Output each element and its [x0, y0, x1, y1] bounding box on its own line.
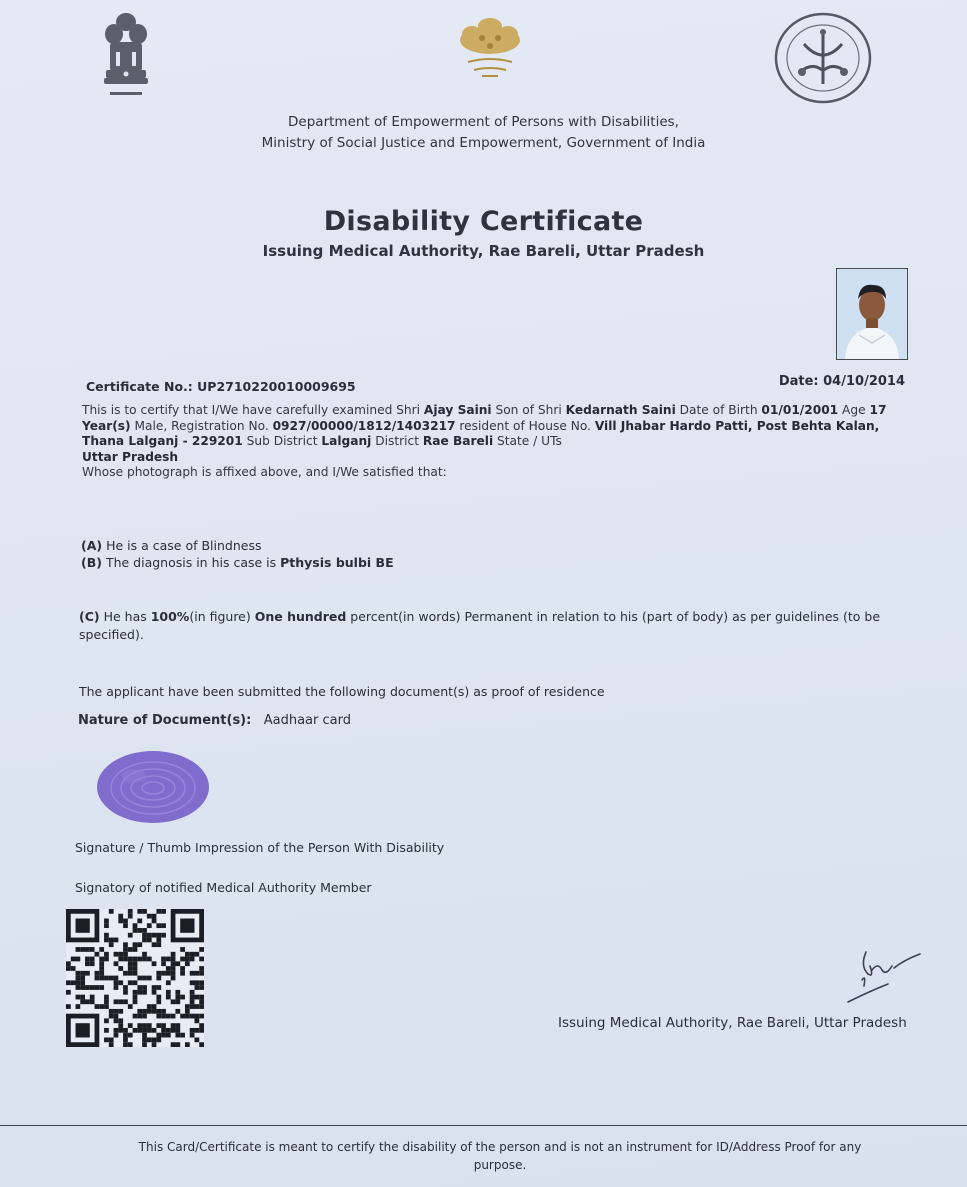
body-text: This is to certify that I/We have carefully examined Shri — [82, 403, 424, 417]
certificate-number — [86, 379, 356, 394]
signatory-caption: Signatory of notified Medical Authority Member — [75, 880, 372, 895]
certification-paragraph — [82, 403, 914, 481]
officer-signature — [838, 944, 928, 1006]
finding-c-text: percent(in words) Permanent in relation to his (part of body) as per guidelines (to be specified). — [79, 609, 881, 642]
certificate-number-value: UP271022001000969​5 — [197, 379, 356, 394]
finding-a-label: (A) — [81, 538, 103, 553]
footer-line-2: purpose. — [473, 1158, 527, 1172]
department-heading — [0, 112, 967, 154]
finding-c-text: He has — [99, 609, 151, 624]
sub-district: Lalganj — [321, 434, 372, 448]
person-photo-icon — [837, 269, 907, 359]
applicant-photo — [836, 268, 908, 360]
body-text: Whose photograph is affixed above, and I/We satisfied that: — [82, 465, 447, 479]
finding-b — [81, 555, 394, 570]
age: 17 Year(s) — [82, 403, 887, 433]
certificate-subtitle: Issuing Medical Authority, Rae Bareli, Uttar Pradesh — [262, 242, 705, 260]
document-nature — [78, 713, 351, 728]
document-nature-value: Aadhaar card — [263, 713, 351, 728]
footer-line-1: This Card/Certificate is meant to certify the disability of the person and is not an instrument for ID/Address Proof for any — [138, 1140, 862, 1154]
certificate-date — [779, 374, 905, 389]
date-of-birth: 01/01/2001 — [761, 403, 839, 417]
body-text: Son of Shri — [491, 403, 566, 417]
diagnosis-value: Pthysis bulbi BE — [280, 555, 394, 570]
footer-divider — [0, 1125, 967, 1126]
thumb-signature-caption: Signature / Thumb Impression of the Person With Disability — [75, 840, 445, 855]
disability-percent-words: One hundred — [254, 609, 347, 624]
footer-note — [90, 1138, 910, 1174]
finding-c-label: (C) — [79, 609, 100, 624]
residence-proof-text: The applicant have been submitted the following document(s) as proof of residence — [79, 684, 605, 699]
thumb-impression-icon — [94, 748, 212, 826]
body-text: resident of House No. — [455, 418, 595, 433]
certificate-title: Disability Certificate — [323, 206, 644, 237]
father-name: Kedarnath Saini — [565, 403, 676, 417]
finding-c — [79, 608, 909, 644]
disability-percent: 100% — [150, 609, 190, 624]
issuing-authority: Issuing Medical Authority, Rae Bareli, Uttar Pradesh — [558, 1015, 907, 1031]
sugamya-bharat-logo — [444, 12, 536, 84]
address: Vill Jhabar Hardo Patti, Post Behta Kalan, Thana Lalganj - 229201 — [82, 418, 880, 448]
department-line-2: Ministry of Social Justice and Empowerment, Government of India — [261, 135, 706, 151]
finding-a — [81, 538, 261, 553]
finding-a-text: He is a case of Blindness — [102, 538, 262, 553]
india-emblem-icon — [96, 8, 156, 100]
document-nature-label: Nature of Document(s): — [78, 713, 252, 728]
finding-b-label: (B) — [81, 555, 102, 570]
registration-number: 0927/00000/1812/1403217 — [272, 418, 456, 433]
body-text: State / UTs — [493, 434, 562, 448]
finding-c-text: (in figure) — [189, 609, 255, 624]
qr-code — [66, 909, 204, 1047]
body-text: Male, Registration No. — [130, 418, 273, 433]
certificate-number-label: Certificate No.: — [86, 379, 193, 394]
uttar-pradesh-seal — [772, 10, 874, 106]
body-text: Sub District — [242, 434, 322, 448]
finding-b-text: The diagnosis in his case is — [101, 555, 281, 570]
state: Uttar Pradesh — [82, 449, 179, 464]
certificate-date-value: 04/10/2014 — [823, 374, 905, 389]
district: Rae Bareli — [422, 434, 494, 448]
body-text: District — [371, 434, 423, 448]
department-line-1: Department of Empowerment of Persons with Disabilities, — [288, 114, 679, 130]
body-text: Age — [838, 403, 870, 417]
certificate-date-label: Date: — [778, 374, 819, 389]
applicant-name: Ajay Saini — [423, 403, 492, 417]
body-text: Date of Birth — [675, 403, 762, 417]
